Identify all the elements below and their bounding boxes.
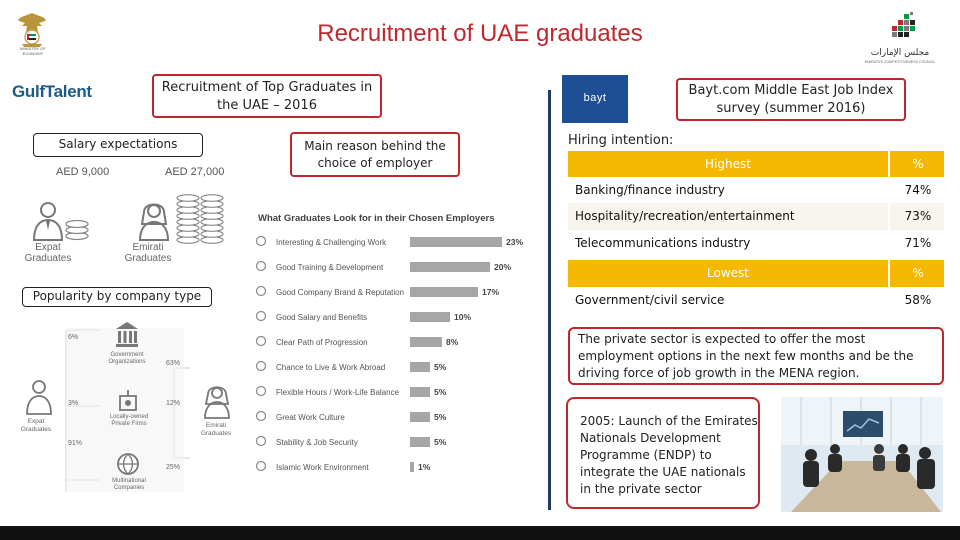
table-row [568, 203, 944, 230]
emirati-person-icon [136, 198, 172, 242]
popularity-box: Popularity by company type [22, 287, 212, 307]
salary-expectations-box: Salary expectations [33, 133, 203, 157]
criteria-icon [257, 437, 266, 446]
category-label: Good Training & Development [276, 263, 384, 272]
bar [410, 262, 490, 272]
value-label: 5% [434, 387, 447, 397]
bar [410, 362, 430, 372]
emirati-grad-icon [202, 382, 232, 420]
criteria-icon [257, 337, 266, 346]
value-label: 5% [434, 437, 447, 447]
emirati-local-pct: 12% [166, 400, 181, 407]
bayt-logo-text: bayt [583, 92, 607, 104]
value-label: 5% [434, 362, 447, 372]
pct-header-1: % [912, 157, 924, 171]
chart-title: What Graduates Look for in their Chosen Employers [258, 213, 495, 224]
category-label: Great Work Culture [276, 413, 345, 422]
bar [410, 437, 430, 447]
globe-icon [116, 452, 140, 476]
council-english-name: EMIRATES COMPETITIVENESS COUNCIL [864, 60, 936, 64]
criteria-icon [257, 237, 266, 246]
bar [410, 312, 450, 322]
hiring-intention-label: Hiring intention: [568, 133, 674, 148]
bayt-survey-box: Bayt.com Middle East Job Index survey (summer 2016) [676, 78, 906, 121]
emirati-grad-label: Emirati Graduates [200, 422, 232, 437]
multinational-label: Multinational Companies [112, 478, 146, 491]
expat-grad-label: Expat Graduates [20, 418, 52, 433]
expat-salary-label: Expat Graduates [24, 242, 72, 264]
category-label: Flexible Hours / Work-Life Balance [276, 388, 400, 397]
bar [410, 337, 442, 347]
row-label: Government/civil service [568, 287, 890, 314]
footer-bar [0, 526, 960, 540]
value-label: 10% [454, 312, 472, 322]
criteria-icon [257, 412, 266, 421]
table-row [568, 287, 944, 314]
criteria-icon [257, 287, 266, 296]
bar [410, 287, 478, 297]
highest-header: Highest [568, 151, 890, 177]
business-meeting-photo [781, 397, 943, 512]
bar [410, 412, 430, 422]
category-label: Good Company Brand & Reputation [276, 288, 405, 297]
category-label: Stability & Job Security [276, 438, 358, 447]
table-row [568, 230, 944, 257]
row-value: 73% [904, 209, 932, 223]
value-label: 20% [494, 262, 512, 272]
endp-note: 2005: Launch of the Emirates Nationals Development Programme (ENDP) to integrate the UAE nationals in the private sector [566, 397, 760, 509]
emirati-multi-pct: 25% [166, 464, 181, 471]
gulftalent-logo: GulfTalent [12, 82, 92, 101]
expat-local-pct: 3% [68, 400, 79, 407]
row-label: Telecommunications industry [568, 230, 890, 257]
gov-org-label: Government Organizations [108, 352, 146, 365]
highest-header-row [568, 151, 944, 177]
criteria-icon [257, 262, 266, 271]
expat-multi-pct: 91% [68, 440, 83, 447]
government-building-icon [114, 320, 140, 350]
row-value: 74% [904, 183, 932, 197]
expat-person-icon [30, 200, 66, 242]
category-label: Islamic Work Environment [276, 463, 369, 472]
row-value: 71% [904, 236, 932, 250]
bar [410, 387, 430, 397]
council-arabic-name: مجلس الإمارات [870, 48, 930, 58]
bar [410, 237, 502, 247]
criteria-icon [257, 462, 266, 471]
section-divider [548, 90, 551, 510]
local-firm-label: Locally-owned Private Firms [109, 414, 149, 427]
employer-criteria-chart [252, 204, 542, 480]
table-row [568, 177, 944, 203]
category-label: Chance to Live & Work Abroad [276, 363, 386, 372]
row-value: 58% [904, 293, 932, 307]
criteria-icon [257, 362, 266, 371]
local-firm-icon [116, 388, 140, 412]
value-label: 1% [418, 462, 431, 472]
salary-infographic [8, 162, 254, 270]
main-reason-box: Main reason behind the choice of employer [290, 132, 460, 177]
criteria-icon [257, 312, 266, 321]
private-sector-note: The private sector is expected to offer the most employment options in the next few months and be the driving force of job growth in the MENA region. [568, 327, 944, 385]
expat-coins-icon [64, 200, 90, 242]
emirati-salary-label: Emirati Graduates [124, 242, 172, 264]
top-graduates-box: Recruitment of Top Graduates in the UAE – 2016 [152, 74, 382, 118]
value-label: 5% [434, 412, 447, 422]
lowest-header-row [568, 260, 944, 287]
category-label: Good Salary and Benefits [276, 313, 368, 322]
emirati-gov-pct: 63% [166, 360, 181, 367]
bar [410, 462, 414, 472]
value-label: 17% [482, 287, 500, 297]
expat-gov-pct: 6% [68, 334, 79, 341]
emirati-coins-icon [174, 190, 226, 246]
pct-header-2: % [912, 266, 924, 280]
criteria-icon [257, 387, 266, 396]
category-label: Interesting & Challenging Work [276, 238, 387, 247]
emirati-salary-value: AED 27,000 [165, 166, 225, 178]
lowest-header: Lowest [568, 260, 890, 287]
row-label: Hospitality/recreation/entertainment [568, 203, 890, 230]
emblem-caption: MINISTRY OF ECONOMY [20, 46, 46, 56]
popularity-infographic [6, 318, 246, 504]
chart-svg [252, 228, 542, 480]
value-label: 8% [446, 337, 459, 347]
category-label: Clear Path of Progression [276, 338, 368, 347]
row-label: Banking/finance industry [568, 177, 890, 203]
expat-grad-icon [24, 378, 54, 416]
page-title: Recruitment of UAE graduates [317, 20, 643, 47]
uae-emblem-icon [14, 10, 50, 50]
value-label: 23% [506, 237, 524, 247]
expat-salary-value: AED 9,000 [56, 166, 110, 178]
